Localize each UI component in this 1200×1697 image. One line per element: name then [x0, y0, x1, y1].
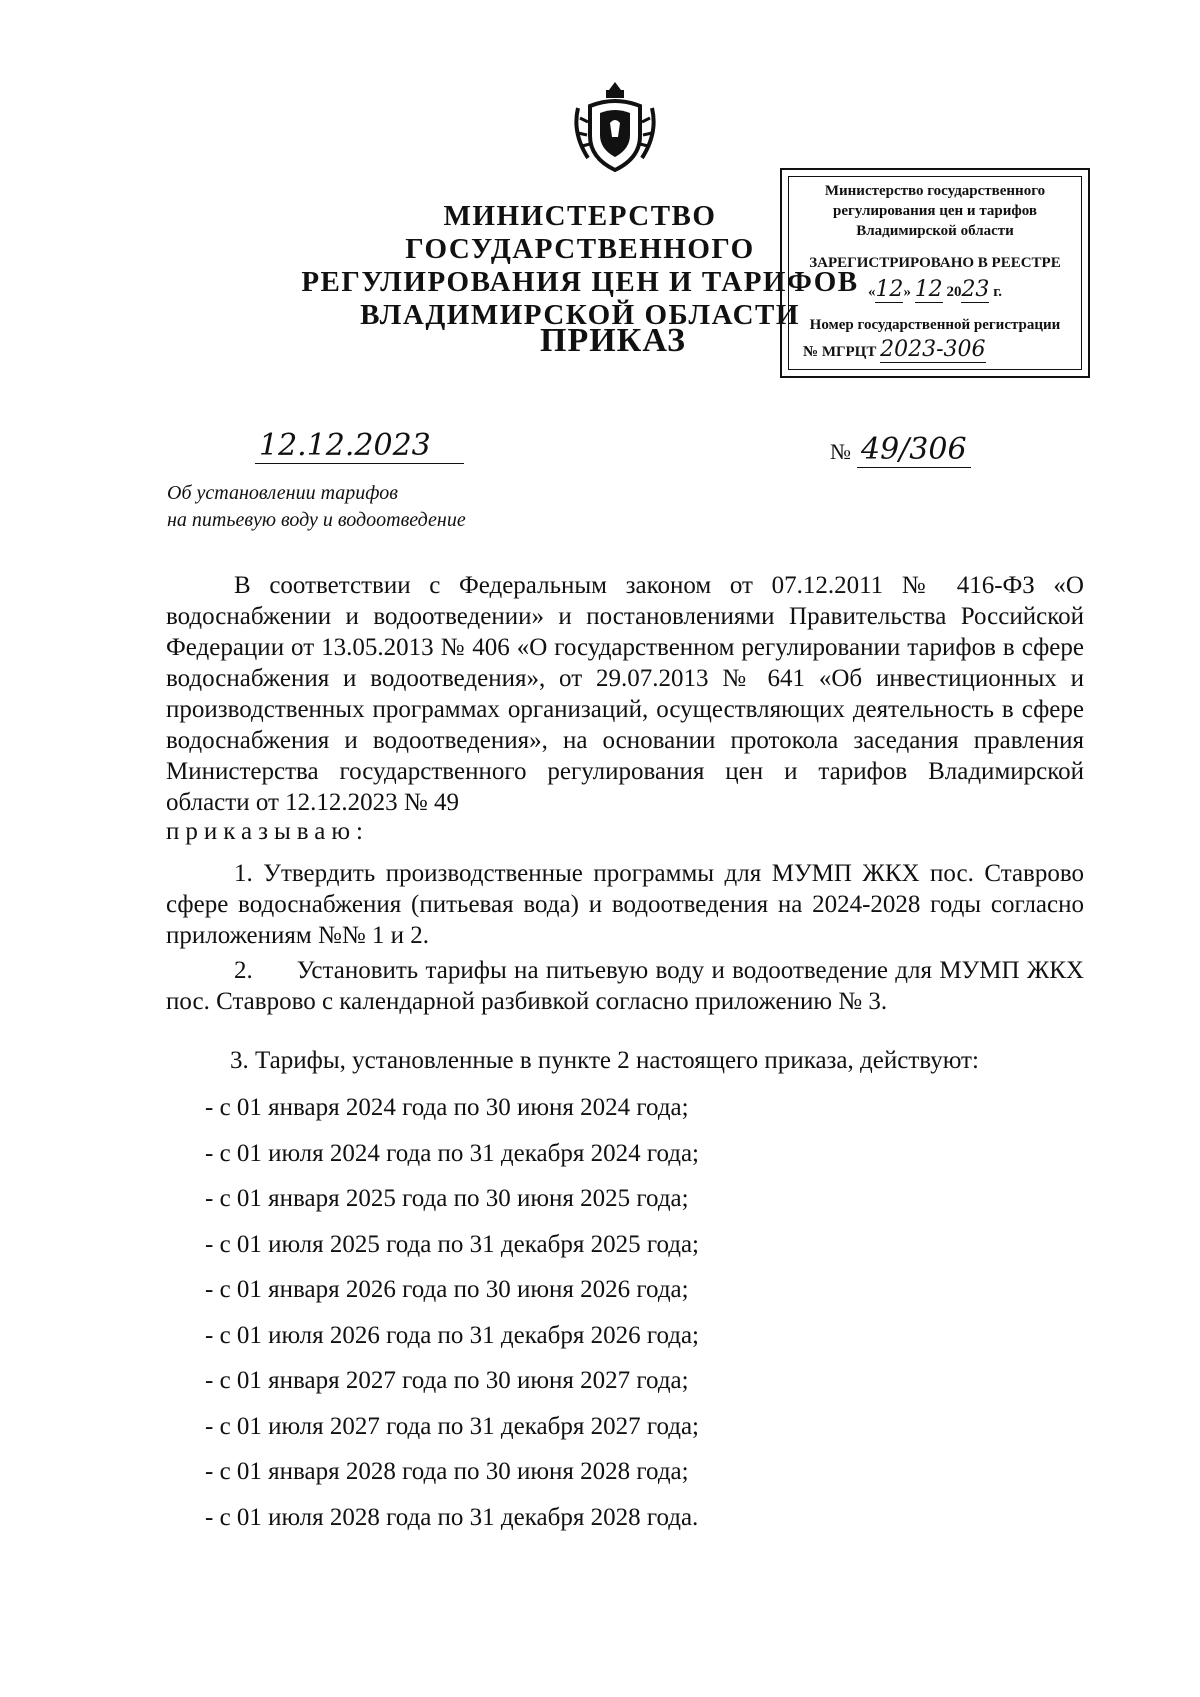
subject-line-1: Об установлении тарифов: [167, 482, 398, 504]
ministry-line-1: МИНИСТЕРСТВО ГОСУДАРСТВЕННОГО: [405, 200, 755, 265]
list-item: - с 01 января 2025 года по 30 июня 2025 года;: [205, 1185, 689, 1212]
order-number-row: [830, 432, 971, 468]
stamp-registered-label: ЗАРЕГИСТРИРОВАНО В РЕЕСТРЕ: [809, 255, 1061, 271]
stamp-reg-number: 2023-306: [880, 337, 986, 362]
list-item: - с 01 января 2026 года по 30 июня 2026 года;: [205, 1276, 689, 1303]
list-item: - с 01 января 2027 года по 30 июня 2027 года;: [205, 1367, 689, 1394]
tariff-periods-list: [205, 1085, 699, 1540]
order-date: 12.12.2023: [255, 428, 464, 464]
ministry-line-3: ВЛАДИМИРСКОЙ ОБЛАСТИ: [360, 299, 800, 331]
document-type-title: ПРИКАЗ: [540, 322, 686, 359]
list-item: - с 01 июля 2025 года по 31 декабря 2025 года;: [205, 1230, 700, 1258]
list-item: - с 01 января 2028 года по 30 июня 2028 года;: [205, 1458, 689, 1485]
order-word: приказываю:: [166, 818, 369, 845]
stamp-line-2: регулирования цен и тарифов: [833, 203, 1037, 219]
order-subject: [167, 480, 466, 534]
preamble-paragraph: В соответствии с Федеральным законом от 07.12.2011 № 416-ФЗ «О водоснабжении и водоотведении» и постановлениями Правительства Российской Федерации от 13.05.2013 № 406 «О государственном регулировании тарифов в сфере водоснабжения и водоотведения», от 29.07.2013 № 641 «Об инвестиционных и производственных программах организаций, осуществляющих деятельность в сфере водоснабжения и водоотведения», на основании протокола заседания правления Министерства государственного регулирования цен и тарифов Владимирской области от 12.12.2023 № 49: [166, 572, 1084, 816]
list-item: - с 01 июля 2024 года по 31 декабря 2024 года;: [205, 1139, 700, 1167]
order-number-label: №: [830, 439, 851, 464]
stamp-year-prefix: 20: [946, 284, 962, 300]
stamp-line-1: Министерство государственного: [824, 183, 1046, 199]
stamp-date: «12» 12 2023 г.: [867, 277, 1003, 302]
list-item: - с 01 июля 2026 года по 31 декабря 2026 года;: [205, 1321, 700, 1349]
list-item: - с 01 июля 2027 года по 31 декабря 2027 года;: [205, 1412, 700, 1440]
stamp-date-month: 12: [914, 277, 943, 302]
stamp-reg-number-row: [789, 337, 1081, 363]
list-item: - с 01 января 2024 года по 30 июня 2024 года;: [205, 1094, 689, 1121]
subject-line-2: на питьевую воду и водоотведение: [167, 509, 466, 531]
registration-stamp: [780, 168, 1090, 378]
item-1-paragraph: 1. Утвердить производственные программы для МУМП ЖКХ пос. Ставрово сфере водоснабжения (питьевая вода) и водоотведения на 2024-2028 годы согласно приложениям №№ 1 и 2.: [166, 860, 1084, 949]
ministry-line-2: РЕГУЛИРОВАНИЯ ЦЕН И ТАРИФОВ: [301, 266, 859, 298]
stamp-line-3: Владимирской области: [856, 223, 1014, 239]
order-number: 49/306: [857, 432, 971, 468]
item-2-paragraph: 2. Установить тарифы на питьевую воду и водоотведение для МУМП ЖКХ пос. Ставрово с календарной разбивкой согласно приложению № 3.: [166, 957, 1091, 1015]
stamp-year-suffix: 23: [961, 277, 990, 302]
stamp-reg-prefix: № МГРЦТ: [803, 344, 877, 360]
stamp-inner-frame: [788, 176, 1082, 370]
stamp-date-day: 12: [875, 277, 904, 302]
item-3-paragraph: 3. Тарифы, установленные в пункте 2 настоящего приказа, действуют:: [230, 1047, 979, 1074]
stamp-reg-label: Номер государственной регистрации: [809, 317, 1061, 333]
coat-of-arms-icon: [570, 78, 660, 178]
list-item: - с 01 июля 2028 года по 31 декабря 2028 года.: [205, 1503, 699, 1531]
stamp-year-unit: г.: [993, 284, 1003, 300]
